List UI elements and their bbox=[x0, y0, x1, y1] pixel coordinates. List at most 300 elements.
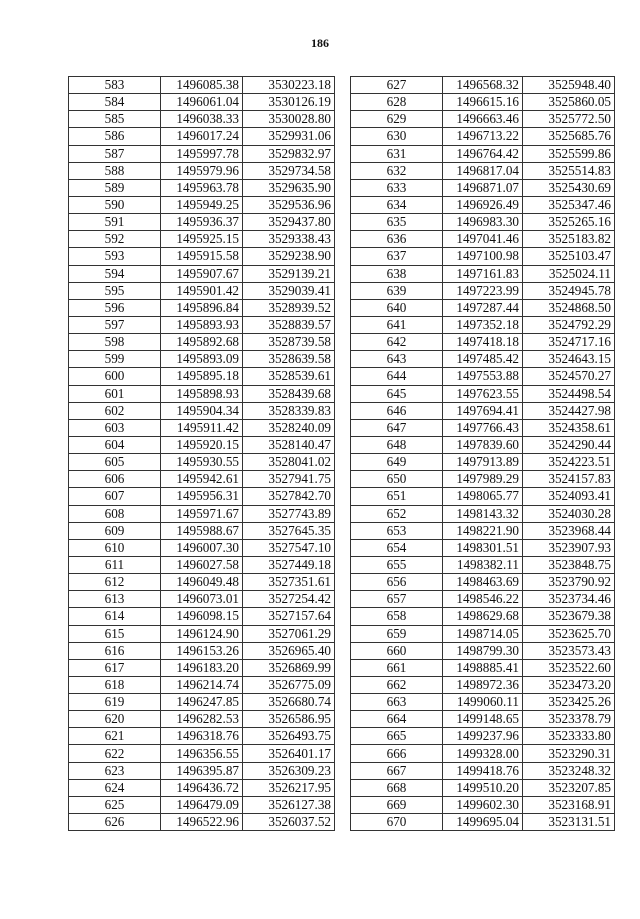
coordinate-y-cell: 3527547.10 bbox=[243, 539, 335, 556]
coordinate-x-cell: 1497100.98 bbox=[443, 248, 523, 265]
coordinate-y-cell: 3524290.44 bbox=[523, 436, 615, 453]
point-number-cell: 632 bbox=[351, 162, 443, 179]
table-row bbox=[351, 351, 615, 368]
point-number-cell: 612 bbox=[69, 574, 161, 591]
point-number-cell: 658 bbox=[351, 608, 443, 625]
coordinate-x-cell: 1495892.68 bbox=[161, 334, 243, 351]
coordinate-x-cell: 1496153.26 bbox=[161, 642, 243, 659]
coordinate-x-cell: 1495893.09 bbox=[161, 351, 243, 368]
coordinate-y-cell: 3523625.70 bbox=[523, 625, 615, 642]
coordinate-y-cell: 3523473.20 bbox=[523, 676, 615, 693]
coordinate-x-cell: 1499237.96 bbox=[443, 728, 523, 745]
table-row bbox=[351, 77, 615, 94]
coordinate-y-cell: 3528939.52 bbox=[243, 299, 335, 316]
coordinate-x-cell: 1495925.15 bbox=[161, 231, 243, 248]
point-number-cell: 589 bbox=[69, 179, 161, 196]
table-row bbox=[69, 351, 335, 368]
coordinate-y-cell: 3525103.47 bbox=[523, 248, 615, 265]
coordinate-x-cell: 1499148.65 bbox=[443, 711, 523, 728]
coordinate-x-cell: 1496183.20 bbox=[161, 659, 243, 676]
coordinate-x-cell: 1496522.96 bbox=[161, 814, 243, 831]
table-row bbox=[351, 111, 615, 128]
table-row bbox=[69, 728, 335, 745]
table-row bbox=[351, 591, 615, 608]
coordinate-x-cell: 1495898.93 bbox=[161, 385, 243, 402]
coordinate-x-cell: 1495901.42 bbox=[161, 282, 243, 299]
coordinate-x-cell: 1498546.22 bbox=[443, 591, 523, 608]
coordinate-x-cell: 1498885.41 bbox=[443, 659, 523, 676]
coordinate-y-cell: 3529139.21 bbox=[243, 265, 335, 282]
point-number-cell: 627 bbox=[351, 77, 443, 94]
coordinate-y-cell: 3524792.29 bbox=[523, 316, 615, 333]
coordinate-y-cell: 3528140.47 bbox=[243, 436, 335, 453]
point-number-cell: 587 bbox=[69, 145, 161, 162]
point-number-cell: 624 bbox=[69, 779, 161, 796]
point-number-cell: 596 bbox=[69, 299, 161, 316]
point-number-cell: 588 bbox=[69, 162, 161, 179]
coordinate-y-cell: 3529832.97 bbox=[243, 145, 335, 162]
coordinate-y-cell: 3523248.32 bbox=[523, 762, 615, 779]
coordinate-y-cell: 3524570.27 bbox=[523, 368, 615, 385]
coordinate-x-cell: 1496926.49 bbox=[443, 196, 523, 213]
table-row bbox=[351, 539, 615, 556]
table-row bbox=[69, 316, 335, 333]
table-row bbox=[351, 436, 615, 453]
coordinate-x-cell: 1497989.29 bbox=[443, 471, 523, 488]
coordinate-y-cell: 3529734.58 bbox=[243, 162, 335, 179]
coordinate-x-cell: 1496124.90 bbox=[161, 625, 243, 642]
table-row bbox=[351, 402, 615, 419]
coordinate-y-cell: 3523907.93 bbox=[523, 539, 615, 556]
coordinate-x-cell: 1498629.68 bbox=[443, 608, 523, 625]
coordinate-x-cell: 1495979.96 bbox=[161, 162, 243, 179]
point-number-cell: 630 bbox=[351, 128, 443, 145]
coordinate-x-cell: 1496436.72 bbox=[161, 779, 243, 796]
table-row bbox=[69, 77, 335, 94]
coordinate-x-cell: 1498972.36 bbox=[443, 676, 523, 693]
point-number-cell: 610 bbox=[69, 539, 161, 556]
coordinate-y-cell: 3526401.17 bbox=[243, 745, 335, 762]
coordinate-y-cell: 3524030.28 bbox=[523, 505, 615, 522]
coordinate-x-cell: 1497766.43 bbox=[443, 419, 523, 436]
coordinate-y-cell: 3528041.02 bbox=[243, 454, 335, 471]
table-row bbox=[69, 471, 335, 488]
coordinate-table-left-body bbox=[69, 77, 335, 831]
table-row bbox=[69, 145, 335, 162]
table-row bbox=[69, 436, 335, 453]
coordinate-x-cell: 1497287.44 bbox=[443, 299, 523, 316]
coordinate-y-cell: 3529635.90 bbox=[243, 179, 335, 196]
table-row bbox=[69, 779, 335, 796]
coordinate-x-cell: 1496027.58 bbox=[161, 556, 243, 573]
coordinate-y-cell: 3524945.78 bbox=[523, 282, 615, 299]
table-row bbox=[351, 659, 615, 676]
table-row bbox=[351, 145, 615, 162]
coordinate-y-cell: 3524223.51 bbox=[523, 454, 615, 471]
coordinate-y-cell: 3525514.83 bbox=[523, 162, 615, 179]
coordinate-table-left bbox=[68, 76, 335, 831]
coordinate-y-cell: 3530028.80 bbox=[243, 111, 335, 128]
table-row bbox=[351, 762, 615, 779]
coordinate-x-cell: 1498382.11 bbox=[443, 556, 523, 573]
coordinate-x-cell: 1496247.85 bbox=[161, 694, 243, 711]
point-number-cell: 601 bbox=[69, 385, 161, 402]
point-number-cell: 643 bbox=[351, 351, 443, 368]
table-row bbox=[69, 282, 335, 299]
coordinate-x-cell: 1495997.78 bbox=[161, 145, 243, 162]
table-row bbox=[69, 625, 335, 642]
table-row bbox=[69, 522, 335, 539]
coordinate-x-cell: 1499418.76 bbox=[443, 762, 523, 779]
table-row bbox=[351, 162, 615, 179]
coordinate-x-cell: 1496098.15 bbox=[161, 608, 243, 625]
coordinate-x-cell: 1496017.24 bbox=[161, 128, 243, 145]
coordinate-y-cell: 3523790.92 bbox=[523, 574, 615, 591]
table-row bbox=[69, 128, 335, 145]
coordinate-y-cell: 3528839.57 bbox=[243, 316, 335, 333]
table-row bbox=[69, 488, 335, 505]
point-number-cell: 635 bbox=[351, 214, 443, 231]
coordinate-y-cell: 3523573.43 bbox=[523, 642, 615, 659]
table-row bbox=[351, 316, 615, 333]
coordinate-y-cell: 3529338.43 bbox=[243, 231, 335, 248]
coordinate-x-cell: 1496663.46 bbox=[443, 111, 523, 128]
coordinate-x-cell: 1495956.31 bbox=[161, 488, 243, 505]
table-row bbox=[351, 814, 615, 831]
coordinate-x-cell: 1496073.01 bbox=[161, 591, 243, 608]
point-number-cell: 623 bbox=[69, 762, 161, 779]
table-row bbox=[351, 728, 615, 745]
point-number-cell: 668 bbox=[351, 779, 443, 796]
point-number-cell: 649 bbox=[351, 454, 443, 471]
point-number-cell: 593 bbox=[69, 248, 161, 265]
table-row bbox=[69, 796, 335, 813]
point-number-cell: 591 bbox=[69, 214, 161, 231]
coordinate-y-cell: 3523378.79 bbox=[523, 711, 615, 728]
coordinate-y-cell: 3525772.50 bbox=[523, 111, 615, 128]
point-number-cell: 650 bbox=[351, 471, 443, 488]
coordinate-y-cell: 3525430.69 bbox=[523, 179, 615, 196]
point-number-cell: 631 bbox=[351, 145, 443, 162]
point-number-cell: 634 bbox=[351, 196, 443, 213]
point-number-cell: 639 bbox=[351, 282, 443, 299]
point-number-cell: 656 bbox=[351, 574, 443, 591]
point-number-cell: 652 bbox=[351, 505, 443, 522]
coordinate-y-cell: 3527645.35 bbox=[243, 522, 335, 539]
coordinate-x-cell: 1495907.67 bbox=[161, 265, 243, 282]
coordinate-x-cell: 1496615.16 bbox=[443, 94, 523, 111]
point-number-cell: 607 bbox=[69, 488, 161, 505]
point-number-cell: 585 bbox=[69, 111, 161, 128]
coordinate-y-cell: 3530126.19 bbox=[243, 94, 335, 111]
point-number-cell: 605 bbox=[69, 454, 161, 471]
coordinate-y-cell: 3528739.58 bbox=[243, 334, 335, 351]
point-number-cell: 628 bbox=[351, 94, 443, 111]
coordinate-y-cell: 3528539.61 bbox=[243, 368, 335, 385]
point-number-cell: 633 bbox=[351, 179, 443, 196]
coordinate-y-cell: 3527351.61 bbox=[243, 574, 335, 591]
point-number-cell: 619 bbox=[69, 694, 161, 711]
point-number-cell: 670 bbox=[351, 814, 443, 831]
coordinate-y-cell: 3524868.50 bbox=[523, 299, 615, 316]
coordinate-x-cell: 1497223.99 bbox=[443, 282, 523, 299]
coordinate-x-cell: 1495904.34 bbox=[161, 402, 243, 419]
coordinate-x-cell: 1499602.30 bbox=[443, 796, 523, 813]
coordinate-x-cell: 1495893.93 bbox=[161, 316, 243, 333]
table-row bbox=[351, 488, 615, 505]
coordinate-x-cell: 1495930.55 bbox=[161, 454, 243, 471]
coordinate-x-cell: 1499060.11 bbox=[443, 694, 523, 711]
table-row bbox=[351, 642, 615, 659]
point-number-cell: 651 bbox=[351, 488, 443, 505]
coordinate-x-cell: 1499695.04 bbox=[443, 814, 523, 831]
table-row bbox=[351, 282, 615, 299]
table-row bbox=[351, 248, 615, 265]
table-row bbox=[69, 659, 335, 676]
point-number-cell: 657 bbox=[351, 591, 443, 608]
point-number-cell: 655 bbox=[351, 556, 443, 573]
table-row bbox=[69, 402, 335, 419]
table-row bbox=[69, 248, 335, 265]
coordinate-y-cell: 3526493.75 bbox=[243, 728, 335, 745]
coordinate-x-cell: 1496568.32 bbox=[443, 77, 523, 94]
coordinate-y-cell: 3527254.42 bbox=[243, 591, 335, 608]
coordinate-y-cell: 3523207.85 bbox=[523, 779, 615, 796]
coordinate-y-cell: 3523522.60 bbox=[523, 659, 615, 676]
table-row bbox=[69, 265, 335, 282]
coordinate-x-cell: 1496817.04 bbox=[443, 162, 523, 179]
table-row bbox=[69, 231, 335, 248]
coordinate-y-cell: 3529931.06 bbox=[243, 128, 335, 145]
point-number-cell: 653 bbox=[351, 522, 443, 539]
coordinate-x-cell: 1496395.87 bbox=[161, 762, 243, 779]
point-number-cell: 665 bbox=[351, 728, 443, 745]
coordinate-y-cell: 3529536.96 bbox=[243, 196, 335, 213]
table-row bbox=[351, 522, 615, 539]
coordinate-x-cell: 1496356.55 bbox=[161, 745, 243, 762]
point-number-cell: 600 bbox=[69, 368, 161, 385]
point-number-cell: 641 bbox=[351, 316, 443, 333]
table-row bbox=[351, 419, 615, 436]
point-number-cell: 597 bbox=[69, 316, 161, 333]
point-number-cell: 594 bbox=[69, 265, 161, 282]
point-number-cell: 621 bbox=[69, 728, 161, 745]
coordinate-x-cell: 1498714.05 bbox=[443, 625, 523, 642]
coordinate-y-cell: 3523425.26 bbox=[523, 694, 615, 711]
table-row bbox=[69, 454, 335, 471]
coordinate-x-cell: 1495896.84 bbox=[161, 299, 243, 316]
point-number-cell: 664 bbox=[351, 711, 443, 728]
page-number: 186 bbox=[311, 36, 329, 50]
coordinate-y-cell: 3529039.41 bbox=[243, 282, 335, 299]
coordinate-y-cell: 3526965.40 bbox=[243, 642, 335, 659]
coordinate-x-cell: 1496061.04 bbox=[161, 94, 243, 111]
table-row bbox=[69, 711, 335, 728]
table-row bbox=[351, 676, 615, 693]
point-number-cell: 663 bbox=[351, 694, 443, 711]
point-number-cell: 661 bbox=[351, 659, 443, 676]
coordinate-y-cell: 3527743.89 bbox=[243, 505, 335, 522]
table-row bbox=[351, 265, 615, 282]
table-row bbox=[351, 179, 615, 196]
point-number-cell: 666 bbox=[351, 745, 443, 762]
point-number-cell: 604 bbox=[69, 436, 161, 453]
coordinate-x-cell: 1496713.22 bbox=[443, 128, 523, 145]
point-number-cell: 625 bbox=[69, 796, 161, 813]
point-number-cell: 648 bbox=[351, 436, 443, 453]
coordinate-x-cell: 1495911.42 bbox=[161, 419, 243, 436]
coordinate-x-cell: 1497623.55 bbox=[443, 385, 523, 402]
table-row bbox=[351, 368, 615, 385]
coordinate-y-cell: 3527061.29 bbox=[243, 625, 335, 642]
coordinate-y-cell: 3527842.70 bbox=[243, 488, 335, 505]
coordinate-y-cell: 3524093.41 bbox=[523, 488, 615, 505]
coordinate-x-cell: 1496871.07 bbox=[443, 179, 523, 196]
point-number-cell: 640 bbox=[351, 299, 443, 316]
point-number-cell: 642 bbox=[351, 334, 443, 351]
coordinate-y-cell: 3523168.91 bbox=[523, 796, 615, 813]
table-row bbox=[69, 556, 335, 573]
coordinate-y-cell: 3525347.46 bbox=[523, 196, 615, 213]
table-row bbox=[69, 814, 335, 831]
coordinate-x-cell: 1496085.38 bbox=[161, 77, 243, 94]
table-row bbox=[351, 471, 615, 488]
coordinate-y-cell: 3529238.90 bbox=[243, 248, 335, 265]
table-row bbox=[69, 368, 335, 385]
coordinate-y-cell: 3525599.86 bbox=[523, 145, 615, 162]
table-row bbox=[69, 608, 335, 625]
coordinate-x-cell: 1496049.48 bbox=[161, 574, 243, 591]
coordinate-y-cell: 3526680.74 bbox=[243, 694, 335, 711]
coordinate-table-right bbox=[350, 76, 615, 831]
coordinate-y-cell: 3523290.31 bbox=[523, 745, 615, 762]
table-row bbox=[351, 196, 615, 213]
coordinate-x-cell: 1495895.18 bbox=[161, 368, 243, 385]
point-number-cell: 590 bbox=[69, 196, 161, 213]
coordinate-y-cell: 3528639.58 bbox=[243, 351, 335, 368]
coordinate-x-cell: 1499328.00 bbox=[443, 745, 523, 762]
table-row bbox=[351, 94, 615, 111]
point-number-cell: 617 bbox=[69, 659, 161, 676]
coordinate-y-cell: 3527157.64 bbox=[243, 608, 335, 625]
coordinate-y-cell: 3524157.83 bbox=[523, 471, 615, 488]
coordinate-y-cell: 3526127.38 bbox=[243, 796, 335, 813]
table-row bbox=[69, 94, 335, 111]
table-row bbox=[351, 299, 615, 316]
point-number-cell: 615 bbox=[69, 625, 161, 642]
point-number-cell: 654 bbox=[351, 539, 443, 556]
coordinate-x-cell: 1496282.53 bbox=[161, 711, 243, 728]
point-number-cell: 586 bbox=[69, 128, 161, 145]
point-number-cell: 659 bbox=[351, 625, 443, 642]
table-row bbox=[351, 711, 615, 728]
table-row bbox=[69, 642, 335, 659]
coordinate-x-cell: 1496983.30 bbox=[443, 214, 523, 231]
table-row bbox=[69, 162, 335, 179]
coordinate-y-cell: 3525948.40 bbox=[523, 77, 615, 94]
coordinate-x-cell: 1498799.30 bbox=[443, 642, 523, 659]
point-number-cell: 647 bbox=[351, 419, 443, 436]
table-row bbox=[69, 574, 335, 591]
table-row bbox=[69, 676, 335, 693]
coordinate-y-cell: 3524427.98 bbox=[523, 402, 615, 419]
table-row bbox=[69, 539, 335, 556]
coordinate-x-cell: 1495942.61 bbox=[161, 471, 243, 488]
point-number-cell: 583 bbox=[69, 77, 161, 94]
coordinate-y-cell: 3525265.16 bbox=[523, 214, 615, 231]
table-row bbox=[351, 334, 615, 351]
coordinate-y-cell: 3525183.82 bbox=[523, 231, 615, 248]
coordinate-y-cell: 3528339.83 bbox=[243, 402, 335, 419]
coordinate-y-cell: 3529437.80 bbox=[243, 214, 335, 231]
table-row bbox=[69, 694, 335, 711]
table-row bbox=[69, 179, 335, 196]
table-row bbox=[69, 111, 335, 128]
point-number-cell: 616 bbox=[69, 642, 161, 659]
point-number-cell: 584 bbox=[69, 94, 161, 111]
coordinate-x-cell: 1497839.60 bbox=[443, 436, 523, 453]
table-row bbox=[351, 625, 615, 642]
point-number-cell: 613 bbox=[69, 591, 161, 608]
point-number-cell: 606 bbox=[69, 471, 161, 488]
coordinate-y-cell: 3525024.11 bbox=[523, 265, 615, 282]
coordinate-x-cell: 1495920.15 bbox=[161, 436, 243, 453]
coordinate-y-cell: 3523131.51 bbox=[523, 814, 615, 831]
coordinate-y-cell: 3528240.09 bbox=[243, 419, 335, 436]
point-number-cell: 608 bbox=[69, 505, 161, 522]
coordinate-x-cell: 1495936.37 bbox=[161, 214, 243, 231]
table-row bbox=[69, 334, 335, 351]
point-number-cell: 637 bbox=[351, 248, 443, 265]
coordinate-x-cell: 1498065.77 bbox=[443, 488, 523, 505]
coordinate-y-cell: 3523734.46 bbox=[523, 591, 615, 608]
coordinate-x-cell: 1496214.74 bbox=[161, 676, 243, 693]
table-row bbox=[69, 591, 335, 608]
point-number-cell: 638 bbox=[351, 265, 443, 282]
coordinate-x-cell: 1497352.18 bbox=[443, 316, 523, 333]
point-number-cell: 611 bbox=[69, 556, 161, 573]
coordinate-y-cell: 3523968.44 bbox=[523, 522, 615, 539]
table-row bbox=[69, 385, 335, 402]
coordinate-y-cell: 3526309.23 bbox=[243, 762, 335, 779]
coordinate-y-cell: 3527941.75 bbox=[243, 471, 335, 488]
coordinate-y-cell: 3526869.99 bbox=[243, 659, 335, 676]
point-number-cell: 592 bbox=[69, 231, 161, 248]
point-number-cell: 620 bbox=[69, 711, 161, 728]
table-row bbox=[351, 454, 615, 471]
coordinate-y-cell: 3523848.75 bbox=[523, 556, 615, 573]
coordinate-y-cell: 3526586.95 bbox=[243, 711, 335, 728]
coordinate-x-cell: 1496318.76 bbox=[161, 728, 243, 745]
coordinate-x-cell: 1495963.78 bbox=[161, 179, 243, 196]
point-number-cell: 603 bbox=[69, 419, 161, 436]
coordinate-x-cell: 1496764.42 bbox=[443, 145, 523, 162]
table-row bbox=[69, 214, 335, 231]
coordinate-x-cell: 1499510.20 bbox=[443, 779, 523, 796]
table-row bbox=[69, 762, 335, 779]
coordinate-x-cell: 1497485.42 bbox=[443, 351, 523, 368]
coordinate-y-cell: 3524498.54 bbox=[523, 385, 615, 402]
coordinate-x-cell: 1497161.83 bbox=[443, 265, 523, 282]
coordinate-y-cell: 3523333.80 bbox=[523, 728, 615, 745]
coordinate-x-cell: 1498143.32 bbox=[443, 505, 523, 522]
table-row bbox=[351, 745, 615, 762]
coordinate-y-cell: 3526037.52 bbox=[243, 814, 335, 831]
coordinate-x-cell: 1495988.67 bbox=[161, 522, 243, 539]
coordinate-x-cell: 1496007.30 bbox=[161, 539, 243, 556]
table-row bbox=[69, 419, 335, 436]
coordinate-y-cell: 3530223.18 bbox=[243, 77, 335, 94]
